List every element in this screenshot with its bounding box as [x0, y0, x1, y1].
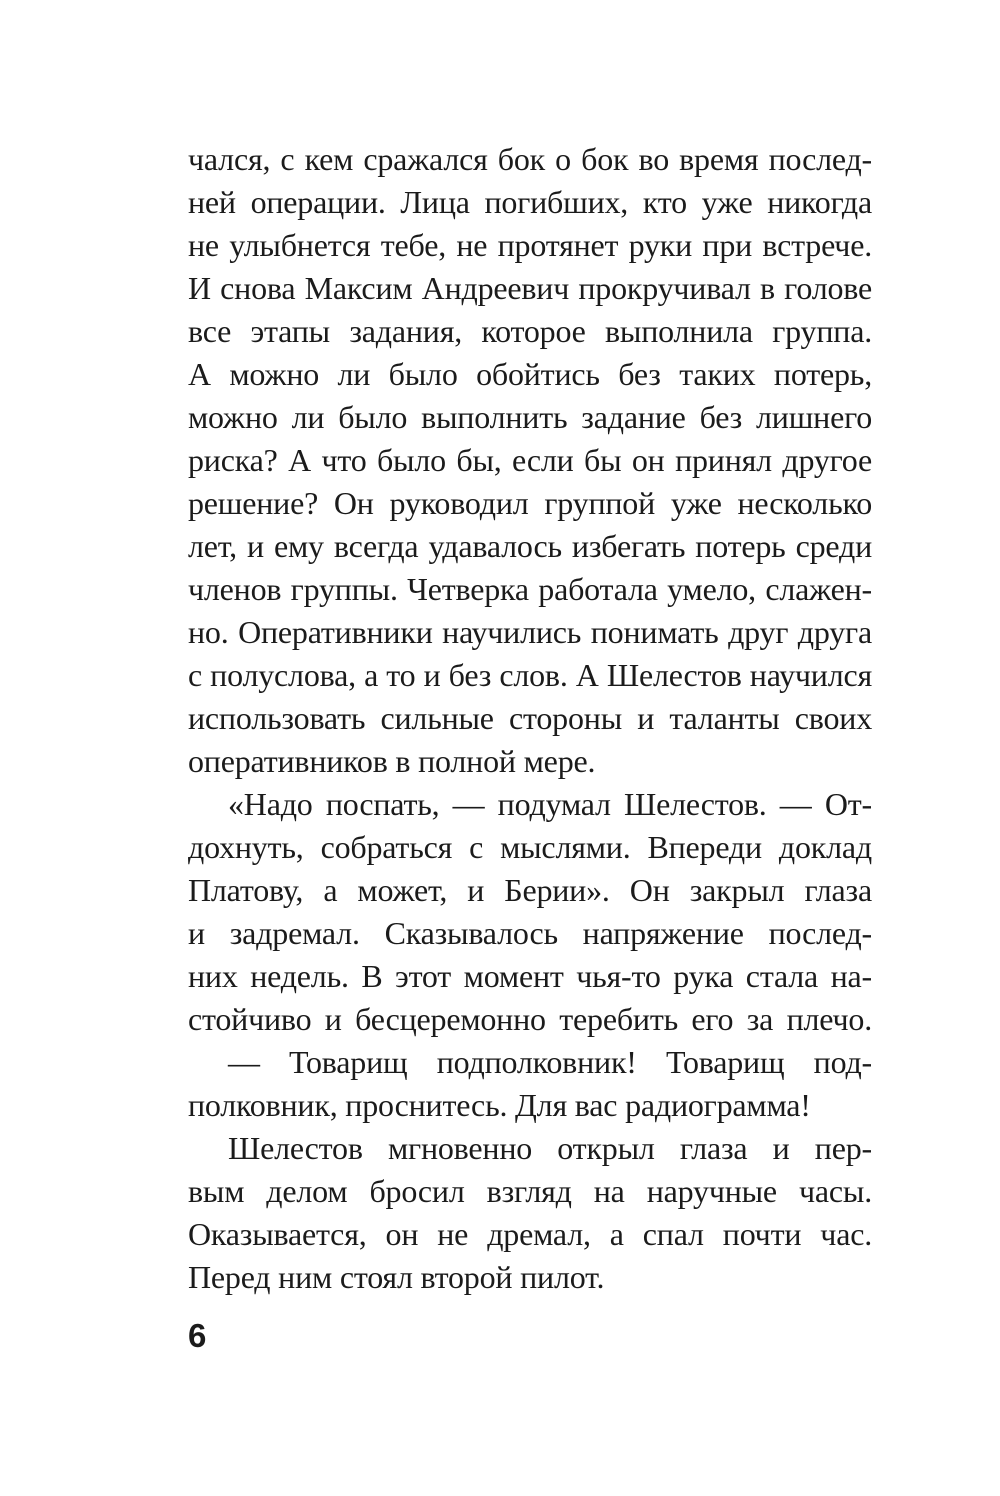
text-line: Перед ним стоял второй пилот. — [188, 1259, 605, 1295]
text-line: оперативников в полной мере. — [188, 743, 596, 779]
text-line: можно ли было выполнить задание без лишнего — [188, 399, 872, 435]
text-line: лет, и ему всегда удавалось избегать потерь среди — [188, 528, 872, 564]
text-line: А можно ли было обойтись без таких потерь, — [188, 356, 872, 392]
text-line: решение? Он руководил группой уже несколько — [188, 485, 872, 521]
text-line: чался, с кем сражался бок о бок во время послед- — [188, 141, 872, 177]
paragraph — [188, 138, 872, 783]
text-line: «Надо поспать, — подумал Шелестов. — От- — [228, 786, 872, 822]
text-line: них недель. В этот момент чья-то рука стала на- — [188, 958, 872, 994]
text-line: и задремал. Сказывалось напряжение послед- — [188, 915, 872, 951]
text-line: полковник, проснитесь. Для вас радиограмма! — [188, 1087, 811, 1123]
text-line: использовать сильные стороны и таланты своих — [188, 700, 872, 736]
text-line: И снова Максим Андреевич прокручивал в голове — [188, 270, 872, 306]
text-line: стойчиво и бесцеремонно теребить его за плечо. — [188, 1001, 872, 1037]
text-line: Платову, а может, и Берии». Он закрыл глаза — [188, 872, 872, 908]
text-line: Оказывается, он не дремал, а спал почти час. — [188, 1216, 872, 1252]
page-number: 6 — [188, 1317, 207, 1354]
text-line: не улыбнется тебе, не протянет руки при встрече. — [188, 227, 872, 263]
text-line: с полуслова, а то и без слов. А Шелестов научился — [188, 657, 872, 693]
text-line: Шелестов мгновенно открыл глаза и пер- — [228, 1130, 872, 1166]
text-line: членов группы. Четверка работала умело, слажен- — [188, 571, 872, 607]
text-line: все этапы задания, которое выполнила группа. — [188, 313, 872, 349]
paragraph — [188, 1127, 872, 1299]
paragraph — [188, 1041, 872, 1127]
text-line: но. Оперативники научились понимать друг друга — [188, 614, 872, 650]
body-text — [188, 138, 872, 1299]
text-line: дохнуть, собраться с мыслями. Впереди доклад — [188, 829, 872, 865]
text-line: вым делом бросил взгляд на наручные часы. — [188, 1173, 872, 1209]
paragraph — [188, 783, 872, 1041]
text-line: ней операции. Лица погибших, кто уже никогда — [188, 184, 872, 220]
text-line: — Товарищ подполковник! Товарищ под- — [228, 1044, 872, 1080]
text-line: риска? А что было бы, если бы он принял другое — [188, 442, 872, 478]
